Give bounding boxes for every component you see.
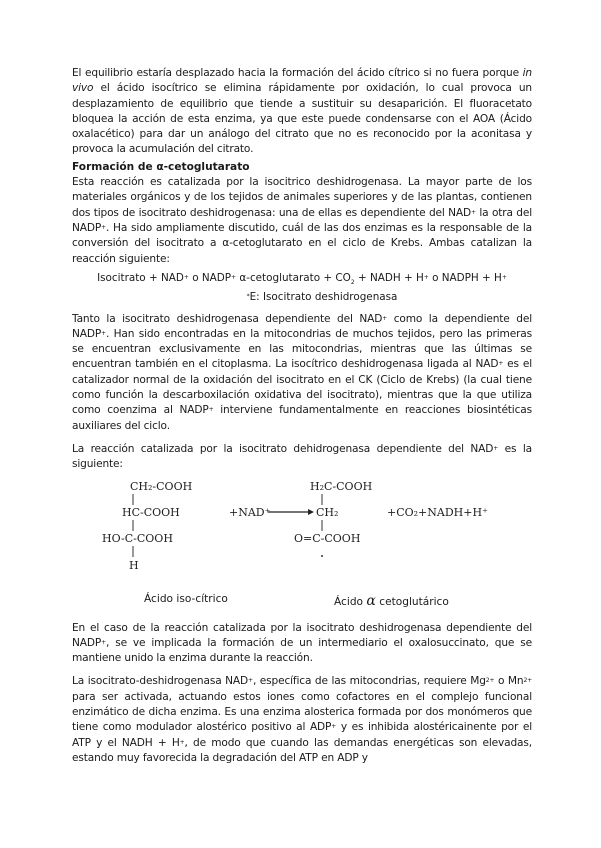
- paragraph-reaction-intro: La reacción catalizada por la isocitrato dehidrogenasa dependiente del NAD+ es la siguiente:: [72, 442, 532, 471]
- isocitrate-line-1: CH₂-COOH: [130, 479, 193, 493]
- section-heading: Formación de α-cetoglutarato: [72, 160, 250, 173]
- caption-isocitric-acid: Ácido iso-cítrico: [144, 592, 228, 605]
- chemical-reaction-diagram: [72, 479, 532, 589]
- plus-nad: +NAD⁺: [229, 505, 271, 519]
- paragraph-nad-nadp: Tanto la isocitrato deshidrogenasa dependiente del NAD+ como la dependiente del NADP+. Han sido encontradas en la mitocondrias de muchos tejidos, pero las primeras se encuentran exclusivamente en las mitocondrias, mientras que las últimas se encuentran también en el citoplasma. La isocítrico deshidrogenasa ligada al NAD+ es el catalizador normal de la oxidación del isocitrato en el CK (Ciclo de Krebs) (la cual tiene como función la descarboxilación oxidativa del isocitrato), mientras que la que utiliza como coenzima al NADP+ interviene fundamentalmente en reacciones biosintéticas auxiliares del ciclo.: [72, 312, 532, 432]
- ketoglutarate-line-1: H₂C-COOH: [310, 479, 373, 493]
- isocitrate-line-4: H: [129, 558, 139, 572]
- diagram-captions: [72, 593, 532, 613]
- enzyme-note: *E: Isocitrato deshidrogenasa: [246, 291, 398, 304]
- isocitrate-line-3: HO-C-COOH: [102, 531, 173, 545]
- products: +CO₂+NADH+H⁺: [387, 505, 488, 519]
- caption-alpha-ketoglutaric: Ácido α cetoglutárico: [334, 592, 449, 609]
- paragraph-allosteric: La isocitrato-deshidrogenasa NAD+, específica de las mitocondrias, requiere $Mg^{2+}$ o $Mn^{2+}$ para ser activada, actuando estos iones como cofactores en el complejo funcional enzimático de dicha enzima. Es una enzima alosterica formada por dos monómeros que tiene como modulador alostérico positivo al ADP+ y es inhibida alostéricainente por el ATP y el NADH + H+, de modo que cuando las demandas energéticas son elevadas, estando muy favorecida la degradación del ATP en ADP y: [72, 675, 533, 764]
- paragraph-equilibrium: El equilibrio estaría desplazado hacia la formación del ácido cítrico si no fuera porque in vivo el ácido isocítrico se elimina rápidamente por oxidación, lo cual provoca un desplazamiento de equilibrio que tiende a sustituir su desaparición. El fluoracetato bloquea la acción de esta enzima, ya que este puede condensarse con el AOA (Ácido oxalacético) para dar un análogo del citrato que no es reconocido por la aconitasa y provoca la acumulación del citrato.: [72, 67, 532, 156]
- paragraph-nadp-oxalosuccinate: En el caso de la reacción catalizada por la isocitrato deshidrogenasa dependiente del NADP+, se ve implicada la formación de un intermediario el oxalosuccinato, que se mantiene unido la enzima durante la reacción.: [72, 621, 532, 665]
- arrow-head-icon: [308, 509, 314, 515]
- document-page: [72, 66, 532, 766]
- isocitrate-line-2: HC-COOH: [122, 505, 180, 519]
- paragraph-isocitrate-dh: Esta reacción es catalizada por la isocitrico deshidrogenasa. La mayor parte de los materiales orgánicos y de los tejidos de animales superiores y de las plantas, contienen dos tipos de isocitrato deshidrogenasa: una de ellas es dependiente del NAD+ la otra del NADP+. Ha sido ampliamente discutido, cuál de las dos enzimas es la responsable de la conversión del isocitrato a α-cetoglutarato en el ciclo de Krebs. Ambas catalizan la reacción siguiente:: [72, 176, 533, 265]
- ketoglutarate-line-3: O=C-COOH: [294, 531, 361, 545]
- ketoglutarate-line-2: CH₂: [316, 505, 339, 519]
- dot-mark: [321, 555, 323, 557]
- reaction-equation: Isocitrato + NAD+ o NADP+ α-cetoglutarato + $CO_2$ + NADH + H+ o NADPH + H+: [97, 271, 507, 286]
